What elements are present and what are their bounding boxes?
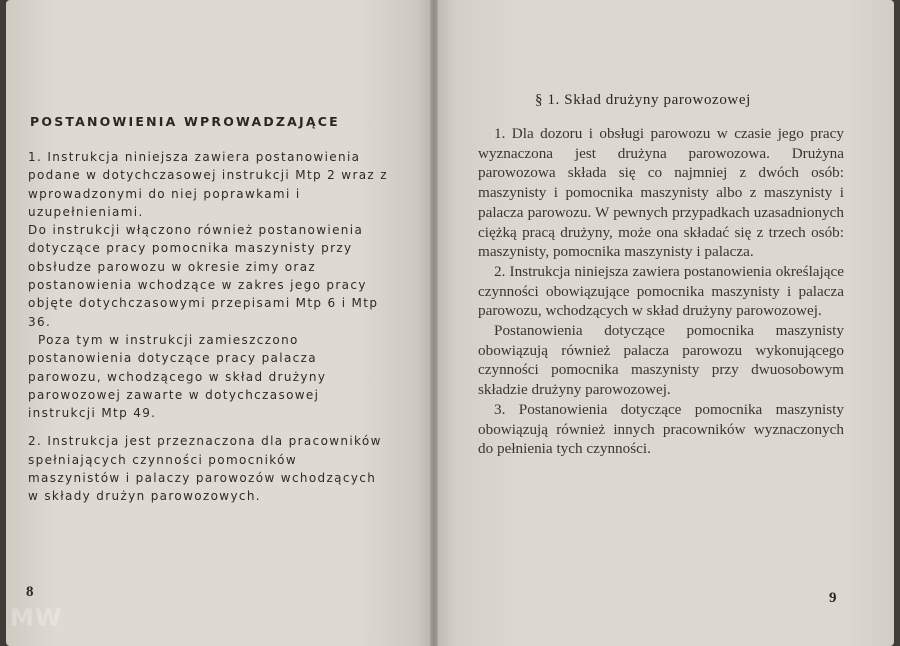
- left-paragraph: Do instrukcji włączono również postanowienia dotyczące pracy pomocnika maszynisty przy obsłudze parowozu w okresie zimy oraz postanowienia wchodzące w zakres jego pracy objęte dotychczasowymi przepisami Mtp 6 i Mtp 36.: [28, 223, 379, 329]
- right-paragraph: 1. Dla dozoru i obsługi parowozu w czasie jego pracy wyznaczona jest drużyna parowozowa. Drużyna parowozowa składa się co najmniej z dwóch osób: maszynisty i pomocnika maszynisty albo z maszynisty i palacza parowozu. W pewnych przypadkach uzasadnionych ciężką pracą drużyny, może ona składać się z trzech osób: maszynisty, pomocnika maszynisty i palacza.: [478, 125, 844, 261]
- book-gutter: [430, 0, 438, 646]
- left-paragraph: 1. Instrukcja niniejsza zawiera postanowienia podane w dotychczasowej instrukcji Mtp 2 wraz z wprowadzonymi do niej poprawkami i uzupełnieniami.: [28, 150, 388, 219]
- right-page-number: 9: [829, 590, 837, 606]
- right-page-body: [478, 124, 844, 459]
- left-page-heading: POSTANOWIENIA WPROWADZAJĄCE: [30, 114, 340, 129]
- right-paragraph: 2. Instrukcja niniejsza zawiera postanowienia określające czynności obowiązujące pomocnika maszynisty i palacza parowozu, wchodzących w skład drużyny parowozowej.: [478, 262, 844, 320]
- left-paragraph: Poza tym w instrukcji zamieszczono postanowienia dotyczące pracy palacza parowozu, wchodzącego w skład drużyny parowozowej zawarte w dotychczasowej instrukcji Mtp 49.: [28, 332, 327, 421]
- watermark-logo: MW: [10, 604, 63, 632]
- right-paragraph: 3. Postanowienia dotyczące pomocnika maszynisty obowiązują również innych pracowników wyznaczonych do pełnienia tych czynności.: [478, 400, 844, 458]
- left-page-number: 8: [26, 584, 34, 600]
- right-page-heading: § 1. Skład drużyny parowozowej: [535, 92, 751, 108]
- left-paragraph: 2. Instrukcja jest przeznaczona dla pracowników spełniających czynności pomocników maszynistów i palaczy parowozów wchodzących w składy drużyn parowozowych.: [28, 434, 382, 504]
- left-page-body: [28, 148, 392, 506]
- right-paragraph: Postanowienia dotyczące pomocnika maszynisty obowiązują również palacza parowozu wykonującego czynności pomocnika maszynisty przy dwuosobowym składzie drużyny parowozowej.: [478, 322, 844, 399]
